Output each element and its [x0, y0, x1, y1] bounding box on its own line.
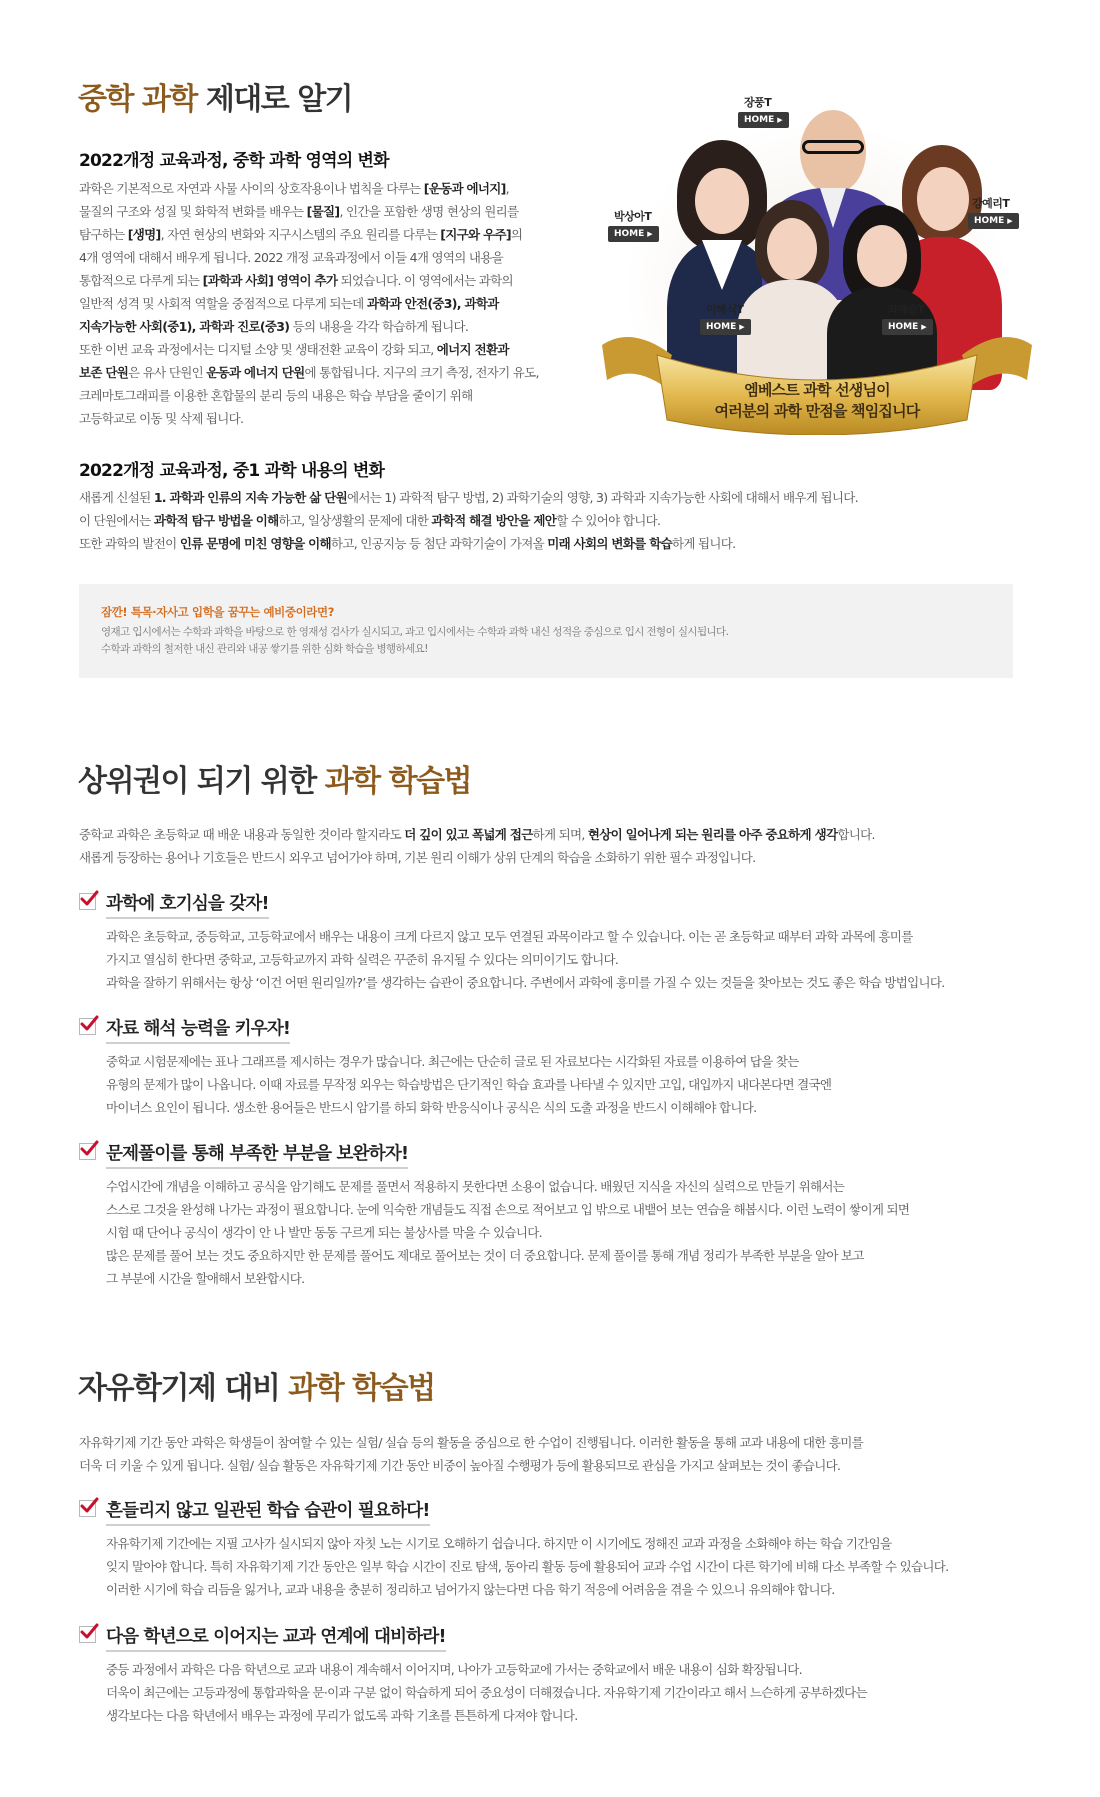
- item-title-text: 흔들리지 않고 일관된 학습 습관이 필요하다!: [106, 1501, 430, 1521]
- checkbox-checked-icon: [79, 1143, 96, 1160]
- section3-title: [78, 1363, 435, 1407]
- home-button-choi[interactable]: [882, 319, 933, 335]
- home-button-label: HOME: [974, 216, 1005, 226]
- body-line: 과학을 잘하기 위해서는 항상 ‘이건 어떤 원리일까?’를 생각하는 습관이 중요합니다. 주변에서 과학에 흥미를 가질 수 있는 것들을 찾아보는 것도 좋은 학습 방법입니다.: [106, 975, 945, 990]
- section1-sub2-title: 2022개정 교육과정, 중1 과학 내용의 변화: [79, 461, 385, 481]
- section1-sub2-body: [79, 486, 858, 555]
- home-button-lee[interactable]: [700, 319, 751, 335]
- body-line: 중학교 시험문제에는 표나 그래프를 제시하는 경우가 많습니다. 최근에는 단순히 글로 된 자료보다는 시각화된 자료를 이용하여 답을 찾는: [106, 1054, 799, 1069]
- body-line: [79, 361, 539, 384]
- section3-title-accent: 과학 학습법: [288, 1371, 435, 1406]
- ribbon-line2: 여러분의 과학 만점을 책임집니다: [714, 402, 920, 420]
- section2-title-accent: 과학 학습법: [324, 764, 472, 799]
- body-text: 이 단원에서는: [79, 513, 154, 528]
- item-title-text: 다음 학년으로 이어지는 교과 연계에 대비하라!: [106, 1627, 446, 1647]
- section1-title-accent: 중학 과학: [78, 82, 197, 117]
- title-underline: [106, 917, 269, 919]
- teacher-name-lee: 이혜식T: [706, 303, 744, 316]
- section1-title: [78, 74, 352, 118]
- notice-box: [79, 584, 1013, 678]
- body-text: 중학교 과학은 초등학교 때 배운 내용과 동일한 것이라 할지라도: [79, 827, 405, 842]
- body-line: 시험 때 단어나 공식이 생각이 안 나 발만 동동 구르게 되는 불상사를 막을 수 있습니다.: [106, 1225, 542, 1240]
- ribbon-line1: 엠베스트 과학 선생님이: [744, 381, 890, 399]
- home-button-label: HOME: [614, 229, 645, 239]
- play-arrow-icon: ▶: [921, 323, 927, 331]
- body-line: [79, 200, 539, 223]
- body-line: [79, 292, 539, 315]
- section3-item-body: [106, 1532, 948, 1601]
- section3-title-rest: 자유학기제 대비: [78, 1371, 289, 1406]
- section3-item-title: [79, 1623, 446, 1648]
- body-line: 스스로 그것을 완성해 나가는 과정이 필요합니다. 눈에 익숙한 개념들도 직접 손으로 적어보고 입 밖으로 내뱉어 보는 연습을 해봅시다. 이런 노력이 쌓이게 되면: [106, 1202, 910, 1217]
- section2-item-title: [79, 890, 269, 915]
- body-text: 고등학교로 이동 및 삭제 됩니다.: [79, 411, 244, 426]
- section3-intro-line: 더욱 더 키울 수 있게 됩니다. 실험/ 실습 활동은 자유학기제 기간 동안 비중이 높아질 수행평가 등에 활용되므로 관심을 가지고 살펴보는 것이 좋습니다.: [79, 1458, 841, 1473]
- section2-title: [78, 756, 471, 800]
- section3-intro: [79, 1431, 863, 1477]
- teacher-promo: [602, 80, 1032, 450]
- emphasis-text: 더 깊이 있고 폭넓게 접근: [404, 827, 533, 842]
- body-line: 중등 과정에서 과학은 다음 학년으로 교과 내용이 계속해서 이어지며, 나아가 고등학교에 가서는 중학교에서 배운 내용이 심화 확장됩니다.: [106, 1662, 802, 1677]
- emphasis-text: [물질]: [306, 204, 340, 219]
- body-text: 하고, 인공지능 등 첨단 과학기술이 가져올: [330, 536, 548, 551]
- body-line: 수업시간에 개념을 이해하고 공식을 암기해도 문제를 풀면서 적용하지 못한다면 소용이 없습니다. 배웠던 지식을 자신의 실력으로 만들기 위해서는: [106, 1179, 845, 1194]
- body-text: 또한 과학의 발전이: [79, 536, 180, 551]
- body-text: 탐구하는: [79, 227, 128, 242]
- notice-line2: 수학과 과학의 철저한 내신 관리와 내공 쌓기를 위한 심화 학습을 병행하세요!: [101, 643, 428, 655]
- title-underline: [106, 1167, 408, 1169]
- body-text: , 자연 현상의 변화와 지구시스템의 주요 원리를 다루는: [160, 227, 441, 242]
- body-line: [79, 532, 858, 555]
- item-title-text: 자료 해석 능력을 키우자!: [106, 1019, 291, 1039]
- body-line: [79, 338, 539, 361]
- body-text: 에 통합됩니다. 지구의 크기 측정, 전자기 유도,: [304, 365, 539, 380]
- body-text: 과학은 기본적으로 자연과 사물 사이의 상호작용이나 법칙을 다루는: [79, 181, 424, 196]
- checkbox-checked-icon: [79, 1500, 96, 1517]
- emphasis-text: 운동과 에너지 단원: [206, 365, 305, 380]
- emphasis-text: 과학과 안전(중3), 과학과: [366, 296, 499, 311]
- body-text: 하게 됩니다.: [671, 536, 736, 551]
- title-underline: [106, 1524, 430, 1526]
- emphasis-text: 현상이 일어나게 되는 원리를 아주 중요하게 생각: [587, 827, 838, 842]
- emphasis-text: 1. 과학과 인류의 지속 가능한 삶 단원: [153, 490, 348, 505]
- emphasis-text: [운동과 에너지]: [423, 181, 506, 196]
- body-line: [79, 315, 539, 338]
- body-text: 등의 내용을 각각 학습하게 됩니다.: [289, 319, 469, 334]
- home-button-label: HOME: [744, 115, 775, 125]
- section1-sub1-body: [79, 177, 539, 430]
- body-line: [79, 846, 875, 869]
- body-text: 일반적 성격 및 사회적 역할을 중점적으로 다루게 되는데: [79, 296, 367, 311]
- body-line: 유형의 문제가 많이 나옵니다. 이때 자료를 무작정 외우는 학습방법은 단기적인 학습 효과를 나타낼 수 있지만 고입, 대입까지 내다본다면 결국엔: [106, 1077, 832, 1092]
- section2-item-body: [106, 1050, 831, 1119]
- play-arrow-icon: ▶: [739, 323, 745, 331]
- emphasis-text: 과학적 해결 방안을 제안: [431, 513, 557, 528]
- checkbox-checked-icon: [79, 893, 96, 910]
- emphasis-text: [과학과 사회] 영역이 추가: [202, 273, 338, 288]
- emphasis-text: [생명]: [127, 227, 161, 242]
- emphasis-text: 보존 단원: [79, 365, 129, 380]
- section2-item-body: [106, 1175, 909, 1290]
- body-line: [79, 246, 539, 269]
- body-line: [79, 407, 539, 430]
- emphasis-text: [지구와 우주]: [440, 227, 511, 242]
- emphasis-text: 에너지 전환과: [436, 342, 509, 357]
- body-text: 에서는 1) 과학적 탐구 방법, 2) 과학기술의 영향, 3) 과학과 지속가능한 사회에 대해서 배우게 됩니다.: [347, 490, 858, 505]
- section3-item-title: [79, 1497, 430, 1522]
- item-title-text: 문제풀이를 통해 부족한 부분을 보완하자!: [106, 1144, 409, 1164]
- teacher-name-jang: 장풍T: [744, 96, 772, 109]
- body-line: 그 부분에 시간을 할애해서 보완합시다.: [106, 1271, 305, 1286]
- body-line: 더욱이 최근에는 고등과정에 통합과학을 문·이과 구분 없이 학습하게 되어 중요성이 더해졌습니다. 자유학기제 기간이라고 해서 느슨하게 공부하겠다는: [106, 1685, 867, 1700]
- teacher-name-kang: 강예리T: [972, 197, 1010, 210]
- section2-item-title: [79, 1015, 290, 1040]
- body-line: 잊지 말아야 합니다. 특히 자유학기제 기간 동안은 일부 학습 시간이 진로 탐색, 동아리 활동 등에 활용되어 교과 수업 시간이 다른 학기에 비해 다소 부족할 수 있습니다.: [106, 1559, 949, 1574]
- body-text: 하고, 일상생활의 문제에 대한: [278, 513, 432, 528]
- section1-title-rest: 제대로 알기: [196, 82, 353, 117]
- emphasis-text: 미래 사회의 변화를 학습: [547, 536, 672, 551]
- section3-item-body: [106, 1658, 867, 1727]
- body-text: 합니다.: [837, 827, 875, 842]
- emphasis-text: 지속가능한 사회(중1), 과학과 진로(중3): [79, 319, 290, 334]
- body-line: 과학은 초등학교, 중등학교, 고등학교에서 배우는 내용이 크게 다르지 않고 모두 연결된 과목이라고 할 수 있습니다. 이는 곧 초등학교 때부터 과학 과목에 흥미를: [106, 929, 913, 944]
- body-text: 되었습니다. 이 영역에서는 과학의: [337, 273, 513, 288]
- notice-line1: 영재고 입시에서는 수학과 과학을 바탕으로 한 영재성 검사가 실시되고, 과고 입시에서는 수학과 과학 내신 성적을 중심으로 입시 전형이 실시됩니다.: [101, 626, 729, 638]
- section1-sub1-title: 2022개정 교육과정, 중학 과학 영역의 변화: [79, 151, 389, 171]
- item-title-text: 과학에 호기심을 갖자!: [106, 894, 269, 914]
- body-line: 가지고 열심히 한다면 중학교, 고등학교까지 과학 실력은 꾸준히 유지될 수 있다는 의미이기도 합니다.: [106, 952, 619, 967]
- body-line: 이러한 시기에 학습 리듬을 잃거나, 교과 내용을 충분히 정리하고 넘어가지 않는다면 다음 학기 적응에 어려움을 겪을 수 있으니 유의해야 합니다.: [106, 1582, 835, 1597]
- body-line: [79, 823, 875, 846]
- body-line: 마이너스 요인이 됩니다. 생소한 용어들은 반드시 암기를 하되 화학 반응식이나 공식은 식의 도출 과정을 반드시 이해해야 합니다.: [106, 1100, 757, 1115]
- notice-title: 잠깐! 특목·자사고 입학을 꿈꾸는 예비중이라면?: [101, 605, 334, 619]
- body-line: [79, 269, 539, 292]
- teacher-name-choi: 최예슬T: [887, 303, 925, 316]
- play-arrow-icon: ▶: [647, 230, 653, 238]
- body-line: [79, 384, 539, 407]
- body-line: 생각보다는 다음 학년에서 배우는 과정에 무리가 없도록 과학 기초를 튼튼하게 다져야 합니다.: [106, 1708, 578, 1723]
- title-underline: [106, 1650, 446, 1652]
- body-text: , 인간을 포함한 생명 현상의 원리를: [339, 204, 519, 219]
- checkbox-checked-icon: [79, 1018, 96, 1035]
- body-line: [79, 486, 858, 509]
- body-text: ,: [505, 181, 509, 196]
- body-text: 새롭게 신설된: [79, 490, 154, 505]
- body-text: 할 수 있어야 합니다.: [556, 513, 661, 528]
- home-button-label: HOME: [888, 322, 919, 332]
- home-button-label: HOME: [706, 322, 737, 332]
- body-line: [79, 177, 539, 200]
- body-line: 자유학기제 기간에는 지필 고사가 실시되지 않아 자칫 노는 시기로 오해하기 쉽습니다. 하지만 이 시기에도 정해진 교과 과정을 소화해야 하는 학습 기간임을: [106, 1536, 892, 1551]
- home-button-kang[interactable]: [968, 213, 1019, 229]
- body-text: 4개 영역에 대해서 배우게 됩니다. 2022 개정 교육과정에서 이들 4개 영역의 내용을: [79, 250, 504, 265]
- checkbox-checked-icon: [79, 1626, 96, 1643]
- section2-title-rest: 상위권이 되기 위한: [78, 764, 325, 799]
- play-arrow-icon: ▶: [1007, 217, 1013, 225]
- body-text: 물질의 구조와 성질 및 화학적 변화를 배우는: [79, 204, 307, 219]
- section2-item-body: [106, 925, 945, 994]
- section3-intro-line: 자유학기제 기간 동안 과학은 학생들이 참여할 수 있는 실험/ 실습 등의 활동을 중심으로 한 수업이 진행됩니다. 이러한 활동을 통해 교과 내용에 대한 흥미를: [79, 1435, 864, 1450]
- title-underline: [106, 1042, 290, 1044]
- teacher-name-park: 박상아T: [614, 210, 652, 223]
- emphasis-text: 과학적 탐구 방법을 이해: [153, 513, 279, 528]
- body-line: 많은 문제를 풀어 보는 것도 중요하지만 한 문제를 풀어도 제대로 풀어보는 것이 더 중요합니다. 문제 풀이를 통해 개념 정리가 부족한 부분을 알아 보고: [106, 1248, 864, 1263]
- section2-item-title: [79, 1140, 408, 1165]
- body-text: 크레마토그래피를 이용한 혼합물의 분리 등의 내용은 학습 부담을 줄이기 위해: [79, 388, 473, 403]
- body-text: 또한 이번 교육 과정에서는 디지털 소양 및 생태전환 교육이 강화 되고,: [79, 342, 437, 357]
- body-line: [79, 223, 539, 246]
- body-text: 통합적으로 다루게 되는: [79, 273, 203, 288]
- body-text: 새롭게 등장하는 용어나 기호들은 반드시 외우고 넘어가야 하며, 기본 원리 이해가 상위 단계의 학습을 소화하기 위한 필수 과정입니다.: [79, 850, 756, 865]
- body-text: 의: [510, 227, 523, 242]
- body-text: 은 유사 단원인: [128, 365, 207, 380]
- body-line: [79, 509, 858, 532]
- emphasis-text: 인류 문명에 미친 영향을 이해: [179, 536, 331, 551]
- section2-intro: [79, 823, 875, 869]
- ribbon-message: [682, 380, 952, 422]
- body-text: 하게 되며,: [532, 827, 588, 842]
- play-arrow-icon: ▶: [777, 116, 783, 124]
- home-button-park[interactable]: [608, 226, 659, 242]
- home-button-jang[interactable]: [738, 112, 789, 128]
